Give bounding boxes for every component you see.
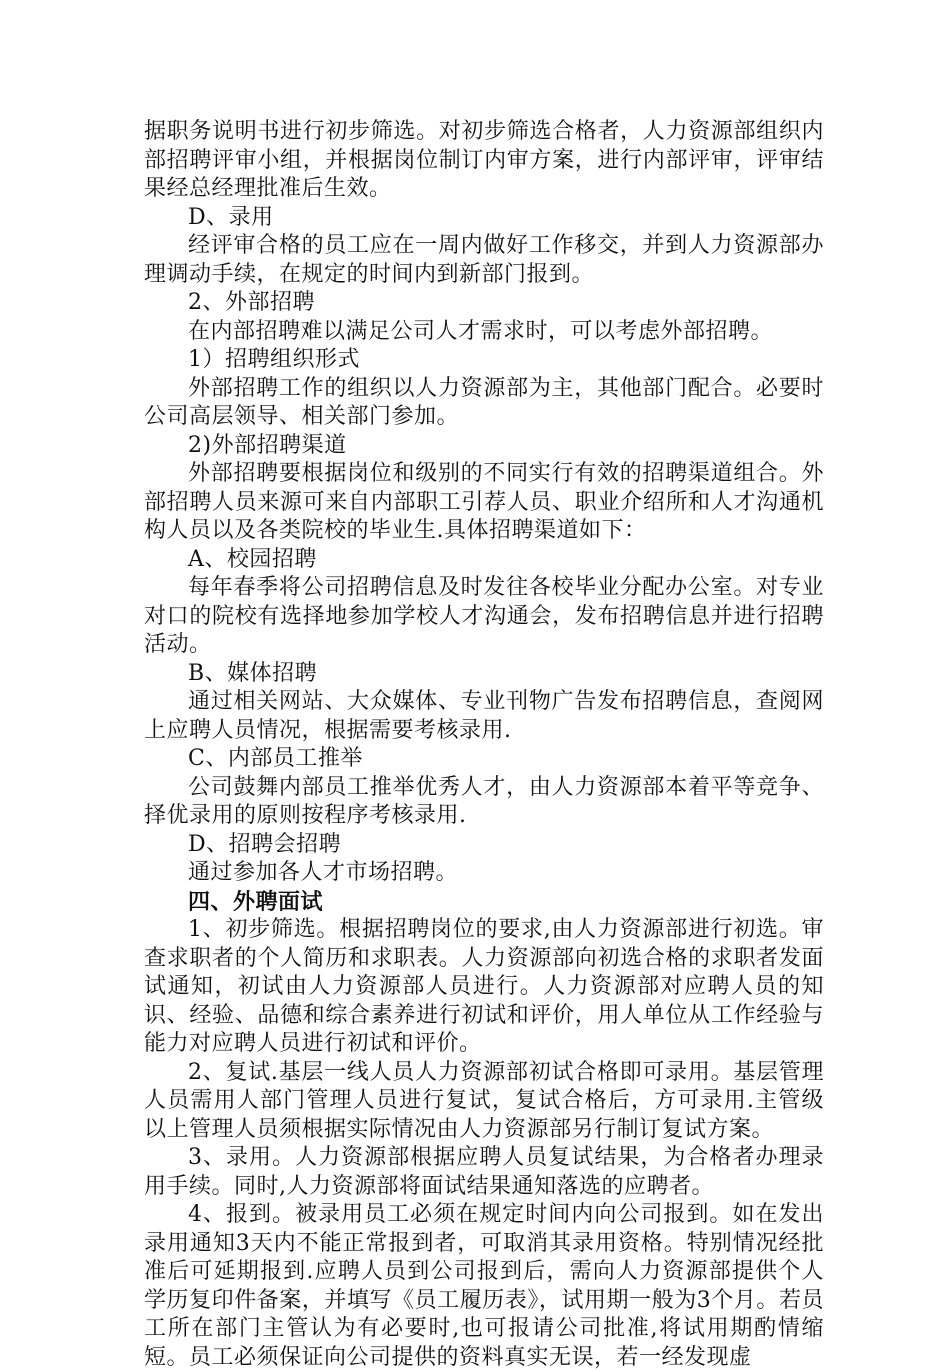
paragraph: 每年春季将公司招聘信息及时发往各校毕业分配办公室。对专业对口的院校有选择地参加学校人才沟通会，发布招聘信息并进行招聘活动。 bbox=[144, 575, 824, 657]
paragraph: 据职务说明书进行初步筛选。对初步筛选合格者，人力资源部组织内部招聘评审小组，并根据岗位制订内审方案，进行内部评审，评审结果经总经理批准后生效。 bbox=[144, 119, 824, 201]
paragraph: 外部招聘要根据岗位和级别的不同实行有效的招聘渠道组合。外部招聘人员来源可来自内部职工引荐人员、职业介绍所和人才沟通机构人员以及各类院校的毕业生.具体招聘渠道如下： bbox=[144, 461, 824, 543]
paragraph: 在内部招聘难以满足公司人才需求时，可以考虑外部招聘。 bbox=[188, 318, 774, 344]
paragraph: 通过参加各人才市场招聘。 bbox=[188, 860, 459, 885]
paragraph: D、录用 bbox=[188, 204, 274, 230]
paragraph: 4、报到。被录用员工必须在规定时间内向公司报到。如在发出录用通知3天内不能正常报到者，可取消其录用资格。特别情况经批准后可延期报到.应聘人员到公司报到后，需向人力资源部提供个人学历复印件备案，并填写《员工履历表》，试用期一般为3个月。若员工所在部门主管认为有必要时,也可报请公司批准,将试用期酌情缩短。员工必须保证向公司提供的资料真实无误，若一经发现虚 bbox=[144, 1202, 824, 1370]
paragraph: 1、初步筛选。根据招聘岗位的要求,由人力资源部进行初选。审查求职者的个人简历和求职表。人力资源部向初选合格的求职者发面试通知，初试由人力资源部人员进行。人力资源部对应聘人员的知识、经验、品德和综合素养进行初试和评价，用人单位从工作经验与能力对应聘人员进行初试和评价。 bbox=[144, 917, 824, 1056]
paragraph: D、招聘会招聘 bbox=[188, 831, 342, 857]
paragraph: C、内部员工推举 bbox=[188, 746, 363, 771]
paragraph: 3、录用。人力资源部根据应聘人员复试结果，为合格者办理录用手续。同时,人力资源部将面试结果通知落选的应聘者。 bbox=[144, 1145, 824, 1199]
paragraph: 2、复试.基层一线人员人力资源部初试合格即可录用。基层管理人员需用人部门管理人员进行复试，复试合格后，方可录用.主管级以上管理人员须根据实际情况由人力资源部另行制订复试方案。 bbox=[144, 1059, 824, 1142]
paragraph: B、媒体招聘 bbox=[188, 660, 318, 686]
paragraph: A、校园招聘 bbox=[188, 546, 317, 572]
section-heading: 四、外聘面试 bbox=[188, 888, 324, 915]
paragraph: 公司鼓舞内部员工推举优秀人才，由人力资源部本着平等竞争、择优录用的原则按程序考核录用. bbox=[144, 774, 824, 828]
paragraph: 1）招聘组织形式 bbox=[188, 347, 360, 372]
paragraph: 2)外部招聘渠道 bbox=[188, 432, 347, 458]
paragraph: 经评审合格的员工应在一周内做好工作移交，并到人力资源部办理调动手续，在规定的时间内到新部门报到。 bbox=[144, 233, 824, 287]
document-body bbox=[144, 118, 824, 1372]
paragraph: 通过相关网站、大众媒体、专业刊物广告发布招聘信息，查阅网上应聘人员情况，根据需要考核录用. bbox=[144, 689, 824, 743]
paragraph: 2、外部招聘 bbox=[188, 290, 315, 315]
paragraph: 外部招聘工作的组织以人力资源部为主，其他部门配合。必要时公司高层领导、相关部门参加。 bbox=[144, 375, 824, 429]
